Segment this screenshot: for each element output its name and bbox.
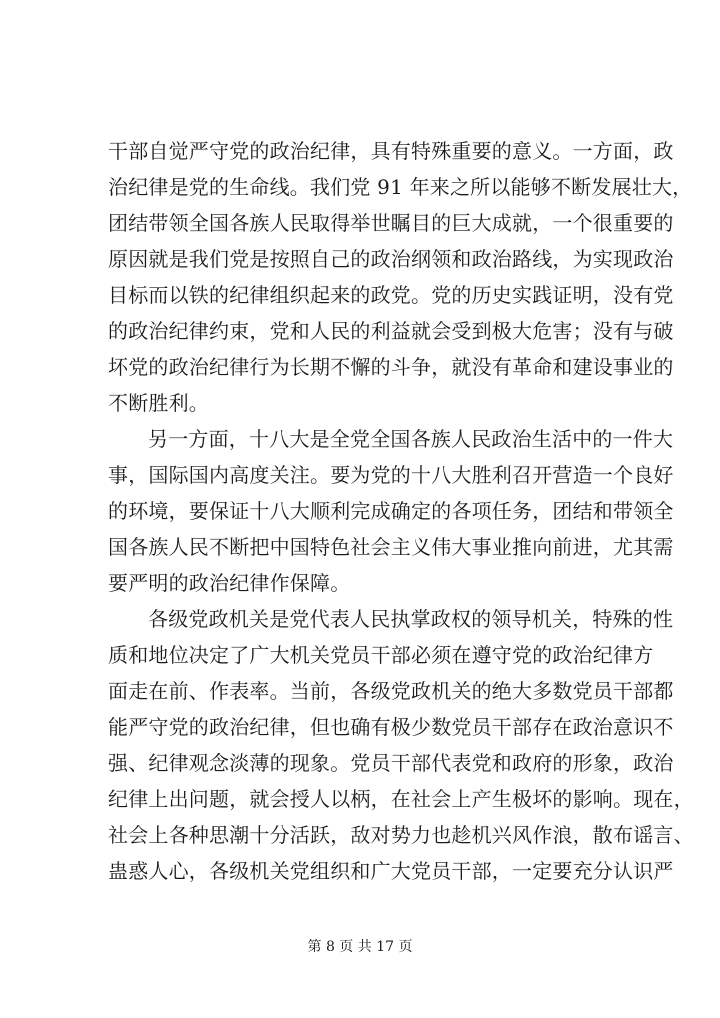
text-line: 事，国际国内高度关注。要为党的十八大胜利召开营造一个良好 bbox=[108, 463, 674, 487]
paragraph-3 bbox=[108, 601, 694, 889]
text-line: 强、纪律观念淡薄的现象。党员干部代表党和政府的形象，政治 bbox=[108, 751, 674, 775]
text-line: 目标而以铁的纪律组织起来的政党。党的历史实践证明，没有党 bbox=[108, 283, 674, 307]
text-line: 治纪律是党的生命线。我们党 91 年来之所以能够不断发展壮大， bbox=[108, 175, 693, 199]
text-line: 不断胜利。 bbox=[108, 391, 209, 415]
text-line: 蛊惑人心，各级机关党组织和广大党员干部，一定要充分认识严 bbox=[108, 859, 674, 883]
body-text bbox=[108, 133, 694, 889]
paragraph-2 bbox=[108, 421, 674, 601]
text-line: 原因就是我们党是按照自己的政治纲领和政治路线，为实现政治 bbox=[108, 247, 674, 271]
text-line: 要严明的政治纪律作保障。 bbox=[108, 571, 351, 595]
text-line: 另一方面，十八大是全党全国各族人民政治生活中的一件大 bbox=[148, 427, 674, 451]
paragraph-1 bbox=[108, 133, 693, 421]
text-line: 的政治纪律约束，党和人民的利益就会受到极大危害；没有与破 bbox=[108, 319, 674, 343]
text-line: 的环境，要保证十八大顺利完成确定的各项任务，团结和带领全 bbox=[108, 499, 674, 523]
text-line: 纪律上出问题，就会授人以柄，在社会上产生极坏的影响。现在， bbox=[108, 787, 694, 811]
text-line: 质和地位决定了广大机关党员干部必须在遵守党的政治纪律方 bbox=[108, 643, 654, 667]
text-line: 国各族人民不断把中国特色社会主义伟大事业推向前进，尤其需 bbox=[108, 535, 674, 559]
page-footer: 第 8 页 共 17 页 bbox=[307, 939, 413, 955]
text-line: 坏党的政治纪律行为长期不懈的斗争，就没有革命和建设事业的 bbox=[108, 355, 674, 379]
text-line: 面走在前、作表率。当前，各级党政机关的绝大多数党员干部都 bbox=[108, 679, 674, 703]
text-line: 各级党政机关是党代表人民执掌政权的领导机关，特殊的性 bbox=[148, 607, 674, 631]
text-line: 能严守党的政治纪律，但也确有极少数党员干部存在政治意识不 bbox=[108, 715, 674, 739]
text-line: 社会上各种思潮十分活跃，敌对势力也趁机兴风作浪，散布谣言、 bbox=[108, 823, 694, 847]
text-line: 干部自觉严守党的政治纪律，具有特殊重要的意义。一方面，政 bbox=[108, 139, 674, 163]
text-line: 团结带领全国各族人民取得举世瞩目的巨大成就，一个很重要的 bbox=[108, 211, 674, 235]
